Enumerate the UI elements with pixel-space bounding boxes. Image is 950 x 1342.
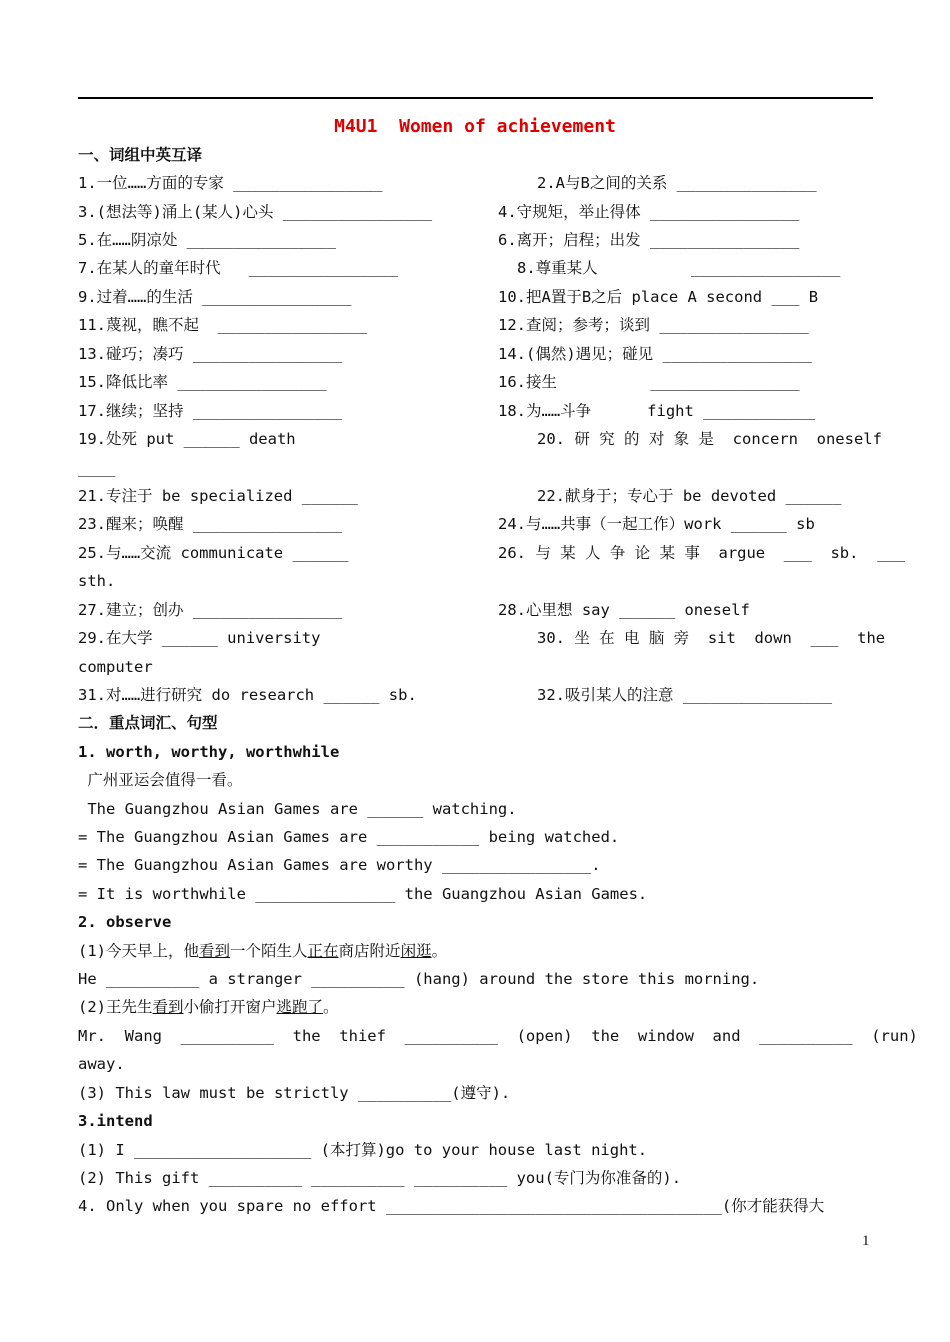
phrase-item: 16.接生 ________________ bbox=[498, 373, 800, 391]
phrase-item: 28.心里想 say ______ oneself bbox=[498, 601, 750, 619]
point2-line: Mr. Wang __________ the thief __________ (open) the window and __________ (run) bbox=[78, 1027, 918, 1045]
phrase-item: 14.(偶然)遇见；碰见 ________________ bbox=[498, 345, 812, 363]
point1-line: 广州亚运会值得一看。 bbox=[78, 771, 243, 789]
phrase-item: 5.在……阴凉处 ________________ bbox=[78, 231, 336, 249]
page-number: 1 bbox=[862, 1233, 870, 1249]
point2-heading: 2. observe bbox=[78, 913, 172, 931]
phrase-item: 19.处死 put ______ death bbox=[78, 430, 296, 448]
point2-line: (3) This law must be strictly __________(遵守). bbox=[78, 1084, 511, 1102]
phrase-item: 3.(想法等)涌上(某人)心头 ________________ bbox=[78, 203, 433, 221]
phrase-item: 21.专注于 be specialized ______ bbox=[78, 487, 358, 505]
phrase-item: 32.吸引某人的注意 ________________ bbox=[537, 686, 833, 704]
point4-line: 4. Only when you spare no effort ____________________________________(你才能获得大 bbox=[78, 1197, 825, 1215]
phrase-item: 27.建立；创办 ________________ bbox=[78, 601, 343, 619]
phrase-item: 9.过着……的生活 ________________ bbox=[78, 288, 352, 306]
phrase-item: computer bbox=[78, 658, 153, 676]
section1-heading: 一、词组中英互译 bbox=[78, 146, 203, 164]
phrase-item: 25.与……交流 communicate ______ bbox=[78, 544, 349, 562]
page-title: M4U1 Women of achievement bbox=[334, 116, 616, 137]
point3-heading: 3.intend bbox=[78, 1112, 153, 1130]
phrase-item: 13.碰巧；凑巧 ________________ bbox=[78, 345, 343, 363]
phrase-item: 6.离开；启程；出发 ________________ bbox=[498, 231, 800, 249]
point1-line: = The Guangzhou Asian Games are worthy ________________. bbox=[78, 856, 601, 874]
point2-line: away. bbox=[78, 1055, 125, 1073]
phrase-item: 18.为……斗争 fight ____________ bbox=[498, 402, 816, 420]
phrase-item: 8.尊重某人 ________________ bbox=[517, 259, 841, 277]
point2-sentence-2: (2)王先生看到小偷打开窗户逃跑了。 bbox=[78, 998, 339, 1016]
point3-line: (2) This gift __________ __________ __________ you(专门为你准备的). bbox=[78, 1169, 682, 1187]
phrase-item: 17.继续；坚持 ________________ bbox=[78, 402, 343, 420]
phrase-item: 24.与……共事（一起工作）work ______ sb bbox=[498, 515, 815, 533]
phrase-item: 22.献身于；专心于 be devoted ______ bbox=[537, 487, 842, 505]
header-rule bbox=[78, 97, 873, 99]
point1-line: The Guangzhou Asian Games are ______ watching. bbox=[78, 800, 517, 818]
phrase-item: 11.蔑视，瞧不起 ________________ bbox=[78, 316, 367, 334]
phrase-item: 30. 坐 在 电 脑 旁 sit down ___ the bbox=[537, 629, 886, 647]
phrase-item: 1.一位……方面的专家 ________________ bbox=[78, 174, 383, 192]
phrase-item: 2.A与B之间的关系 _______________ bbox=[537, 174, 817, 192]
point2-sentence-1: (1)今天早上，他看到一个陌生人正在商店附近闲逛。 bbox=[78, 942, 448, 960]
phrase-item: 7.在某人的童年时代 ________________ bbox=[78, 259, 398, 277]
phrase-item: ____ bbox=[78, 459, 116, 477]
point1-line: = It is worthwhile _______________ the Guangzhou Asian Games. bbox=[78, 885, 648, 903]
point2-line: He __________ a stranger __________ (hang) around the store this morning. bbox=[78, 970, 760, 988]
phrase-item: 12.查阅；参考；谈到 ________________ bbox=[498, 316, 809, 334]
phrase-item: 23.醒来；唤醒 ________________ bbox=[78, 515, 343, 533]
point1-heading: 1. worth, worthy, worthwhile bbox=[78, 743, 340, 761]
section2-heading: 二．重点词汇、句型 bbox=[78, 714, 218, 732]
point3-line: (1) I ___________________ (本打算)go to your house last night. bbox=[78, 1141, 648, 1159]
point1-line: = The Guangzhou Asian Games are ___________ being watched. bbox=[78, 828, 620, 846]
phrase-item: sth. bbox=[78, 572, 116, 590]
phrase-item: 20. 研 究 的 对 象 是 concern oneself bbox=[537, 430, 882, 448]
phrase-item: 15.降低比率 ________________ bbox=[78, 373, 327, 391]
phrase-item: 26. 与 某 人 争 论 某 事 argue ___ sb. ___ bbox=[498, 544, 906, 562]
phrase-item: 31.对……进行研究 do research ______ sb. bbox=[78, 686, 417, 704]
phrase-item: 4.守规矩，举止得体 ________________ bbox=[498, 203, 800, 221]
phrase-item: 29.在大学 ______ university bbox=[78, 629, 321, 647]
phrase-item: 10.把A置于B之后 place A second ___ B bbox=[498, 288, 819, 306]
